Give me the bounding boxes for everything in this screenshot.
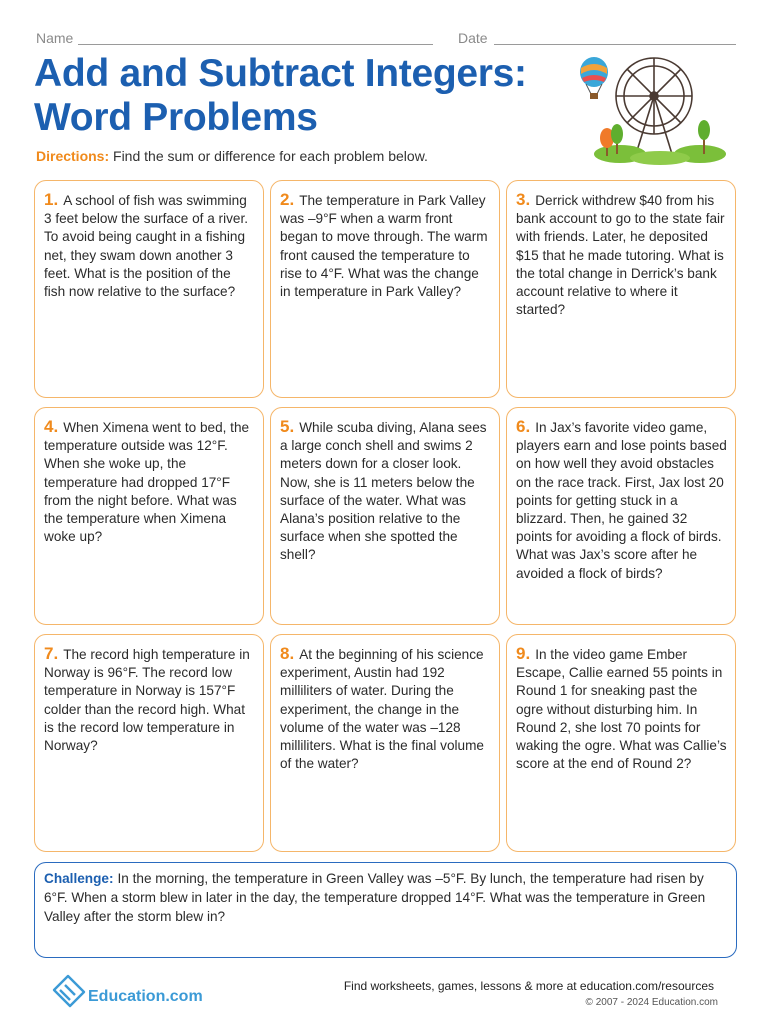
problem-number: 3. (516, 190, 531, 209)
problem-text: Derrick withdrew $40 from his bank account to go to the state fair with friends. Later, he deposited $15 that he made tutoring. What is the total change in Derrick’s bank account relative to where it started? (516, 193, 725, 318)
problem-number: 4. (44, 417, 59, 436)
problem-text: When Ximena went to bed, the temperature outside was 12°F. When she woke up, the temperature had dropped 17°F from the night before. What was the temperature when Ximena woke up? (44, 420, 250, 545)
education-logo-icon[interactable] (50, 972, 90, 1008)
problem-card (270, 180, 500, 398)
problem-card (270, 407, 500, 625)
problem-text: While scuba diving, Alana sees a large conch shell and swims 2 meters down for a closer look. Now, she is 11 meters below the surface of the water. What was Alana’s position relative to the surface when she spotted the shell? (280, 420, 487, 563)
problem-number: 5. (280, 417, 295, 436)
problem-number: 1. (44, 190, 59, 209)
problem-number: 2. (280, 190, 295, 209)
directions-label: Directions: (36, 148, 110, 164)
problem-card (506, 180, 736, 398)
problem-text: In the video game Ember Escape, Callie earned 55 points in Round 1 for sneaking past the ogre without disturbing him. In Round 2, she lost 70 points for waking the ogre. What was Callie’s score at the end of Round 2? (516, 647, 727, 772)
challenge-box (34, 862, 737, 958)
name-date-row (36, 30, 736, 48)
date-label: Date (458, 30, 488, 46)
problem-number: 7. (44, 644, 59, 663)
directions-text: Find the sum or difference for each problem below. (113, 148, 428, 164)
problem-card (34, 634, 264, 852)
problem-text: In Jax’s favorite video game, players earn and lose points based on how well they avoid obstacles on the race track. First, Jax lost 20 points for getting stuck in a blizzard. Then, he gained 32 points for avoiding a flock of birds. What was Jax’s score after he avoided a flock of birds? (516, 420, 727, 581)
problem-card (34, 180, 264, 398)
title-line-2: Word Problems (34, 96, 318, 139)
challenge-text: In the morning, the temperature in Green Valley was –5°F. By lunch, the temperature had risen by 6°F. When a storm blew in later in the day, the temperature dropped 14°F. What was the temperature in Green Valley after the storm blew in? (44, 871, 706, 924)
footer-links-text[interactable]: Find worksheets, games, lessons & more at education.com/resources (343, 979, 714, 993)
problem-card (34, 407, 264, 625)
problem-card (506, 407, 736, 625)
trees-icon (594, 120, 726, 165)
problem-number: 8. (280, 644, 295, 663)
challenge-label: Challenge: (44, 871, 114, 886)
page-title (34, 52, 574, 140)
education-logo-text[interactable]: Education.com (88, 988, 203, 1005)
date-line[interactable] (494, 44, 736, 45)
directions (36, 148, 428, 164)
problem-card (270, 634, 500, 852)
name-label: Name (36, 30, 74, 46)
problem-number: 9. (516, 644, 531, 663)
name-line[interactable] (78, 44, 433, 45)
problem-text: At the beginning of his science experiment, Austin had 192 milliliters of water. During the experiment, the change in the volume of the water was –128 milliliters. What is the final volume of the water? (280, 647, 484, 772)
title-line-1: Add and Subtract Integers: (34, 52, 527, 95)
problem-number: 6. (516, 417, 531, 436)
problem-card (506, 634, 736, 852)
ferris-wheel-icon (616, 58, 692, 154)
copyright-text: © 2007 - 2024 Education.com (585, 997, 718, 1008)
fair-illustration (572, 50, 732, 166)
problem-text: The record high temperature in Norway is 96°F. The record low temperature in Norway is 157°F colder than the record high. What is the record low temperature in Norway? (44, 647, 250, 754)
problem-text: The temperature in Park Valley was –9°F when a warm front began to move through. The warm front caused the temperature to rise to 4°F. What was the change in temperature in Park Valley? (280, 193, 488, 300)
hot-air-balloon-icon (580, 57, 608, 99)
problem-text: A school of fish was swimming 3 feet below the surface of a river. To avoid being caught in a fishing net, they swam down another 3 feet. What is the position of the fish now relative to the surface? (44, 193, 249, 300)
